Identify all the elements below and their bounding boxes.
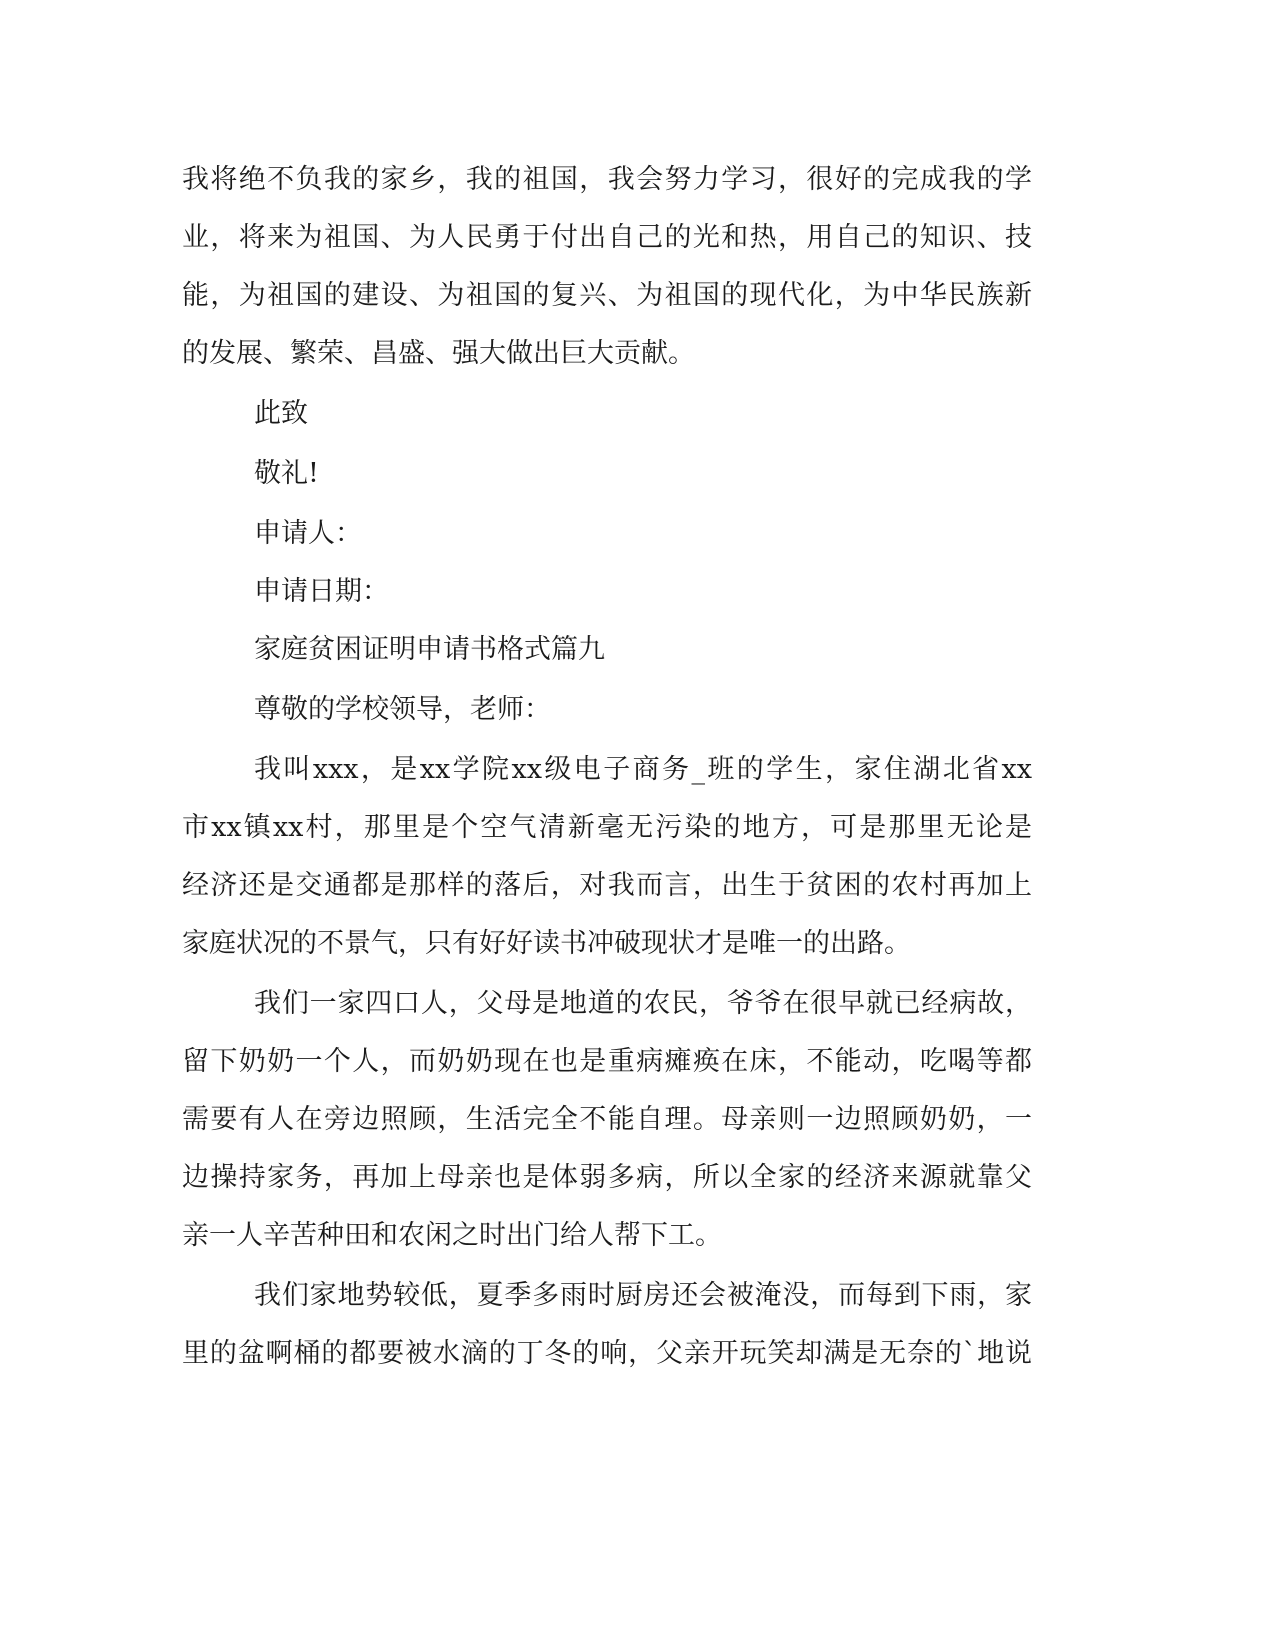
applicant-label: 申请人： bbox=[254, 518, 362, 549]
closing-regards: 敬礼! bbox=[254, 458, 319, 489]
paragraph-line: 亲一人辛苦种田和农闲之时出门给人帮下工。 bbox=[182, 1220, 722, 1251]
paragraph-line: 我将绝不负我的家乡，我的祖国，我会努力学习，很好的完成我的学 bbox=[182, 164, 1032, 195]
paragraph-line: 里的盆啊桶的都要被水滴的丁冬的响，父亲开玩笑却满是无奈的`地说 bbox=[182, 1338, 1032, 1369]
letter-greeting: 尊敬的学校领导，老师： bbox=[254, 694, 551, 725]
paragraph-line: 能，为祖国的建设、为祖国的复兴、为祖国的现代化，为中华民族新 bbox=[182, 280, 1032, 311]
section-title: 家庭贫困证明申请书格式篇九 bbox=[254, 634, 605, 665]
paragraph-line: 我叫xxx，是xx学院xx级电子商务_班的学生，家住湖北省xx bbox=[254, 754, 1032, 785]
paragraph-line: 家庭状况的不景气，只有好好读书冲破现状才是唯一的出路。 bbox=[182, 928, 911, 959]
paragraph-line: 边操持家务，再加上母亲也是体弱多病，所以全家的经济来源就靠父 bbox=[182, 1162, 1032, 1193]
closing-salutation: 此致 bbox=[254, 398, 308, 429]
paragraph-line: 经济还是交通都是那样的落后，对我而言，出生于贫困的农村再加上 bbox=[182, 870, 1032, 901]
paragraph-line: 需要有人在旁边照顾，生活完全不能自理。母亲则一边照顾奶奶，一 bbox=[182, 1104, 1032, 1135]
paragraph-line: 我们一家四口人，父母是地道的农民，爷爷在很早就已经病故， bbox=[254, 988, 1032, 1019]
application-date-label: 申请日期： bbox=[254, 576, 389, 607]
paragraph-line: 我们家地势较低，夏季多雨时厨房还会被淹没，而每到下雨，家 bbox=[254, 1280, 1032, 1311]
paragraph-line: 业，将来为祖国、为人民勇于付出自己的光和热，用自己的知识、技 bbox=[182, 222, 1032, 253]
paragraph-line: 留下奶奶一个人，而奶奶现在也是重病瘫痪在床，不能动，吃喝等都 bbox=[182, 1046, 1032, 1077]
paragraph-line: 的发展、繁荣、昌盛、强大做出巨大贡献。 bbox=[182, 338, 695, 369]
paragraph-line: 市xx镇xx村，那里是个空气清新毫无污染的地方，可是那里无论是 bbox=[182, 812, 1032, 843]
